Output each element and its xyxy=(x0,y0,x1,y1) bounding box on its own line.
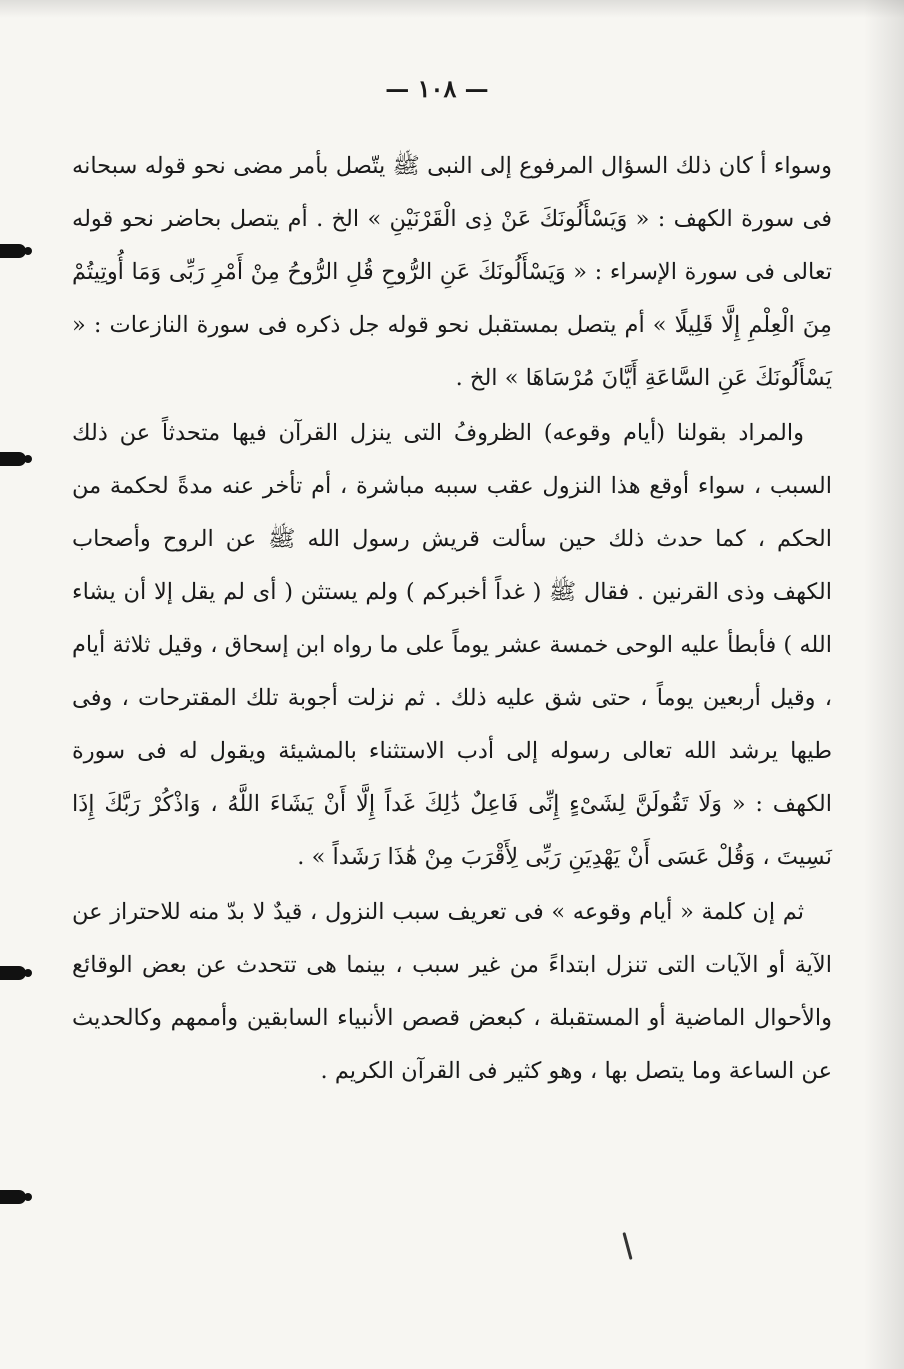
scan-ink-mark xyxy=(622,1232,632,1260)
scan-shadow-edge xyxy=(864,0,904,1369)
page-body xyxy=(72,140,832,1098)
paragraph-3: ثم إن كلمة « أيام وقوعه » فى تعريف سبب النزول ، قيدٌ لا بدّ منه للاحتراز عن الآية أو الآيات التى تنزل ابتداءً من غير سبب ، بينما هى تتحدث عن بعض الوقائع والأحوال الماضية أو المستقبلة ، كبعض قصص الأنبياء السابقين وأممهم وكالحديث عن الساعة وما يتصل بها ، وهو كثير فى القرآن الكريم . xyxy=(72,899,832,1084)
margin-binding-mark xyxy=(0,1190,26,1204)
page-number: — ١٠٨ — xyxy=(385,74,489,103)
scan-shadow-top xyxy=(0,0,904,18)
paragraph-1: وسواء أ كان ذلك السؤال المرفوع إلى النبى ﷺ يتّصل بأمر مضى نحو قوله سبحانه فى سورة الكهف : « وَيَسْأَلُونَكَ عَنْ ذِى الْقَرْنَيْنِ » الخ . أم يتصل بحاضر نحو قوله تعالى فى سورة الإسراء : « وَيَسْأَلُونَكَ عَنِ الرُّوحِ قُلِ الرُّوحُ مِنْ أَمْرِ رَبِّى وَمَا أُوتِيتُمْ مِنَ الْعِلْمِ إِلَّا قَلِيلًا » أم يتصل بمستقبل نحو قوله جل ذكره فى سورة النازعات : « يَسْأَلُونَكَ عَنِ السَّاعَةِ أَيَّانَ مُرْسَاهَا » الخ . xyxy=(72,153,832,391)
paragraph-2: والمراد بقولنا (أيام وقوعه) الظروفُ التى ينزل القرآن فيها متحدثاً عن ذلك السبب ، سواء أوقع هذا النزول عقب سببه مباشرة ، أم تأخر عنه مدةً لحكمة من الحكم ، كما حدث ذلك حين سألت قريش رسول الله ﷺ عن الروح وأصحاب الكهف وذى القرنين . فقال ﷺ ( غداً أخبركم ) ولم يستثن ( أى لم يقل إلا أن يشاء الله ) فأبطأ عليه الوحى خمسة عشر يوماً على ما رواه ابن إسحاق ، وقيل ثلاثة أيام ، وقيل أربعين يوماً ، حتى شق عليه ذلك . ثم نزلت أجوبة تلك المقترحات ، وفى طيها يرشد الله تعالى رسوله إلى أدب الاستثناء بالمشيئة ويقول له فى سورة الكهف : « وَلَا تَقُولَنَّ لِشَىْءٍ إِنِّى فَاعِلٌ ذَٰلِكَ غَداً إِلَّا أَنْ يَشَاءَ اللَّهُ ، وَاذْكُرْ رَبَّكَ إِذَا نَسِيتَ ، وَقُلْ عَسَى أَنْ يَهْدِيَنِ رَبِّى لِأَقْرَبَ مِنْ هَٰذَا رَشَداً » . xyxy=(72,420,832,870)
margin-binding-mark xyxy=(0,966,26,980)
margin-binding-mark xyxy=(0,452,26,466)
margin-binding-mark xyxy=(0,244,26,258)
